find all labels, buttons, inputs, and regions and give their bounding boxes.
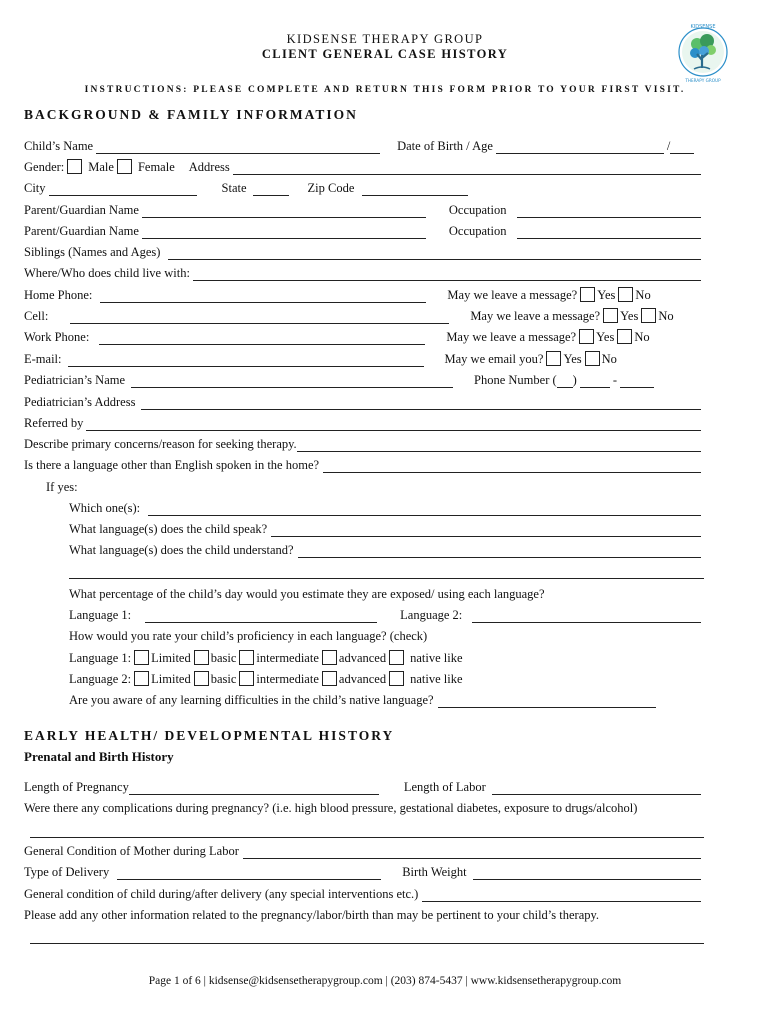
work-message-yes-label: Yes (596, 330, 615, 344)
home-message-no-checkbox[interactable] (618, 287, 633, 302)
email-no-label: No (601, 352, 617, 366)
city-field[interactable] (49, 182, 197, 196)
which-ones-field[interactable] (148, 502, 701, 516)
zip-field[interactable] (362, 182, 468, 196)
cell-message-label: May we leave a message? (470, 309, 601, 323)
child-condition-label: General condition of child during/after delivery (any special interventions etc.) (24, 887, 419, 901)
lang2-basic-checkbox[interactable] (194, 671, 209, 686)
work-message-yes-checkbox[interactable] (579, 329, 594, 344)
state-label: State (221, 181, 247, 195)
work-message-no-checkbox[interactable] (617, 329, 632, 344)
address-label: Address (188, 160, 230, 174)
home-phone-field[interactable] (100, 289, 426, 303)
work-message-label: May we leave a message? (446, 330, 577, 344)
lang2-native-label: native like (410, 672, 463, 686)
section-health-heading: EARLY HEALTH/ DEVELOPMENTAL HISTORY (24, 728, 395, 743)
home-message-yes-checkbox[interactable] (580, 287, 595, 302)
learning-difficulties-field[interactable] (438, 694, 656, 708)
learning-difficulties-label: Are you aware of any learning difficulties in the child’s native language? (69, 693, 434, 707)
length-pregnancy-label: Length of Pregnancy (24, 780, 129, 794)
pediatrician-name-label: Pediatrician’s Name (24, 373, 126, 387)
parent2-field[interactable] (142, 225, 426, 239)
lang2-limited-checkbox[interactable] (134, 671, 149, 686)
occupation2-field[interactable] (517, 225, 701, 239)
phone-close-paren: ) (572, 373, 577, 387)
complications-field[interactable] (30, 824, 704, 838)
lang2-basic-label: basic (210, 672, 237, 686)
kidsense-logo (675, 22, 731, 84)
email-no-checkbox[interactable] (585, 351, 600, 366)
org-name: KIDSENSE THERAPY GROUP (286, 32, 484, 46)
prof-language1-label: Language 1: (69, 651, 132, 665)
lang2-advanced-label: advanced (338, 672, 387, 686)
cell-message-yes-label: Yes (620, 309, 639, 323)
if-yes-label: If yes: (46, 480, 78, 494)
cell-message-no-checkbox[interactable] (641, 308, 656, 323)
pediatrician-address-field[interactable] (141, 396, 701, 410)
child-condition-field[interactable] (422, 888, 701, 902)
lang2-intermediate-label: intermediate (256, 672, 319, 686)
understand-extra-line[interactable] (69, 565, 704, 579)
other-info-label: Please add any other information related to the pregnancy/labor/birth than may be pertinent to your child’s therapy. (24, 908, 600, 922)
email-yes-label: Yes (563, 352, 582, 366)
prof-language2-label: Language 2: (69, 672, 132, 686)
logo-bottom-text: THERAPY GROUP (685, 78, 721, 83)
speak-label: What language(s) does the child speak? (69, 522, 268, 536)
gender-female-checkbox[interactable] (117, 159, 132, 174)
pediatrician-name-field[interactable] (131, 374, 453, 388)
lang1-native-checkbox[interactable] (389, 650, 404, 665)
lang1-intermediate-checkbox[interactable] (239, 650, 254, 665)
lang1-advanced-label: advanced (338, 651, 387, 665)
length-pregnancy-field[interactable] (129, 781, 379, 795)
referred-by-label: Referred by (24, 416, 84, 430)
childs-name-field[interactable] (96, 140, 380, 154)
siblings-label: Siblings (Names and Ages) (24, 245, 161, 259)
delivery-type-field[interactable] (117, 866, 381, 880)
length-labor-label: Length of Labor (403, 780, 486, 794)
primary-concerns-label: Describe primary concerns/reason for seeking therapy. (24, 437, 297, 451)
dob-label: Date of Birth / Age (397, 139, 493, 153)
home-phone-label: Home Phone: (24, 288, 93, 302)
cell-message-no-label: No (658, 309, 674, 323)
length-labor-field[interactable] (492, 781, 701, 795)
page-footer: Page 1 of 6 | kidsense@kidsensetherapygroup.com | (203) 874-5437 | www.kidsensetherapygroup.com (148, 975, 622, 987)
understand-field[interactable] (298, 544, 701, 558)
gender-female-label: Female (137, 160, 175, 174)
cell-message-yes-checkbox[interactable] (603, 308, 618, 323)
state-field[interactable] (253, 182, 289, 196)
other-info-field[interactable] (30, 930, 704, 944)
lives-with-label: Where/Who does child live with: (24, 266, 190, 280)
childs-name-label: Child’s Name (24, 139, 94, 153)
lives-with-field[interactable] (193, 267, 701, 281)
delivery-type-label: Type of Delivery (24, 865, 110, 879)
understand-label: What language(s) does the child understand? (69, 543, 294, 557)
parent2-label: Parent/Guardian Name (24, 224, 139, 238)
instructions: INSTRUCTIONS: PLEASE COMPLETE AND RETURN THIS FORM PRIOR TO YOUR FIRST VISIT. (84, 85, 686, 95)
age-field[interactable] (670, 140, 694, 154)
lang1-basic-label: basic (210, 651, 237, 665)
lang1-intermediate-label: intermediate (256, 651, 319, 665)
language1-percent-field[interactable] (145, 609, 377, 623)
email-yes-checkbox[interactable] (546, 351, 561, 366)
section-background-heading: BACKGROUND & FAMILY INFORMATION (24, 107, 358, 122)
lang1-limited-label: Limited (151, 651, 191, 665)
home-message-label: May we leave a message? (447, 288, 578, 302)
occupation1-label: Occupation (448, 203, 507, 217)
work-message-no-label: No (634, 330, 650, 344)
lang2-native-checkbox[interactable] (389, 671, 404, 686)
rate-proficiency-label: How would you rate your child’s proficiency in each language? (check) (69, 629, 428, 643)
referred-by-field[interactable] (86, 417, 701, 431)
home-message-yes-label: Yes (597, 288, 616, 302)
email-label: E-mail: (24, 352, 62, 366)
lang1-limited-checkbox[interactable] (134, 650, 149, 665)
language2-percent-field[interactable] (472, 609, 701, 623)
email-you-label: May we email you? (444, 352, 544, 366)
phone-number-label: Phone Number ( (474, 373, 557, 387)
other-language-label: Is there a language other than English spoken in the home? (24, 458, 320, 472)
language1-percent-label: Language 1: (69, 608, 132, 622)
gender-male-label: Male (88, 160, 114, 174)
occupation2-label: Occupation (448, 224, 507, 238)
form-title: CLIENT GENERAL CASE HISTORY (261, 47, 509, 61)
percentage-label: What percentage of the child’s day would you estimate they are exposed/ using each language? (69, 587, 545, 601)
lang1-advanced-checkbox[interactable] (322, 650, 337, 665)
occupation1-field[interactable] (517, 204, 701, 218)
phone-line-field[interactable] (620, 374, 654, 388)
which-ones-label: Which one(s): (69, 501, 141, 515)
dob-slash: / (666, 139, 671, 153)
gender-label: Gender: (24, 160, 65, 174)
cell-label: Cell: (24, 309, 49, 323)
siblings-field[interactable] (168, 246, 701, 260)
dob-field[interactable] (496, 140, 664, 154)
phone-dash: - (612, 373, 617, 387)
phone-prefix-field[interactable] (580, 374, 610, 388)
mother-condition-label: General Condition of Mother during Labor (24, 844, 239, 858)
parent1-label: Parent/Guardian Name (24, 203, 139, 217)
city-label: City (24, 181, 46, 195)
zip-label: Zip Code (307, 181, 355, 195)
phone-area-field[interactable] (557, 374, 573, 388)
parent1-field[interactable] (142, 204, 426, 218)
work-phone-field[interactable] (99, 331, 425, 345)
complications-label: Were there any complications during pregnancy? (i.e. high blood pressure, gestational diabetes, exposure to drugs/alcohol) (24, 801, 638, 815)
pediatrician-address-label: Pediatrician’s Address (24, 395, 136, 409)
primary-concerns-field[interactable] (297, 438, 701, 452)
lang2-limited-label: Limited (151, 672, 191, 686)
home-message-no-label: No (635, 288, 651, 302)
lang2-intermediate-checkbox[interactable] (239, 671, 254, 686)
speak-field[interactable] (271, 523, 701, 537)
birth-weight-field[interactable] (473, 866, 701, 880)
email-field[interactable] (68, 353, 424, 367)
lang2-advanced-checkbox[interactable] (322, 671, 337, 686)
birth-weight-label: Birth Weight (402, 865, 467, 879)
mother-condition-field[interactable] (243, 845, 701, 859)
language2-percent-label: Language 2: (400, 608, 463, 622)
other-language-field[interactable] (323, 459, 701, 473)
prenatal-birth-subheading: Prenatal and Birth History (24, 749, 174, 764)
work-phone-label: Work Phone: (24, 330, 90, 344)
gender-male-checkbox[interactable] (67, 159, 82, 174)
lang1-basic-checkbox[interactable] (194, 650, 209, 665)
address-field[interactable] (233, 161, 701, 175)
logo-top-text: KIDSENSE (690, 24, 716, 30)
cell-field[interactable] (70, 310, 449, 324)
lang1-native-label: native like (410, 651, 463, 665)
